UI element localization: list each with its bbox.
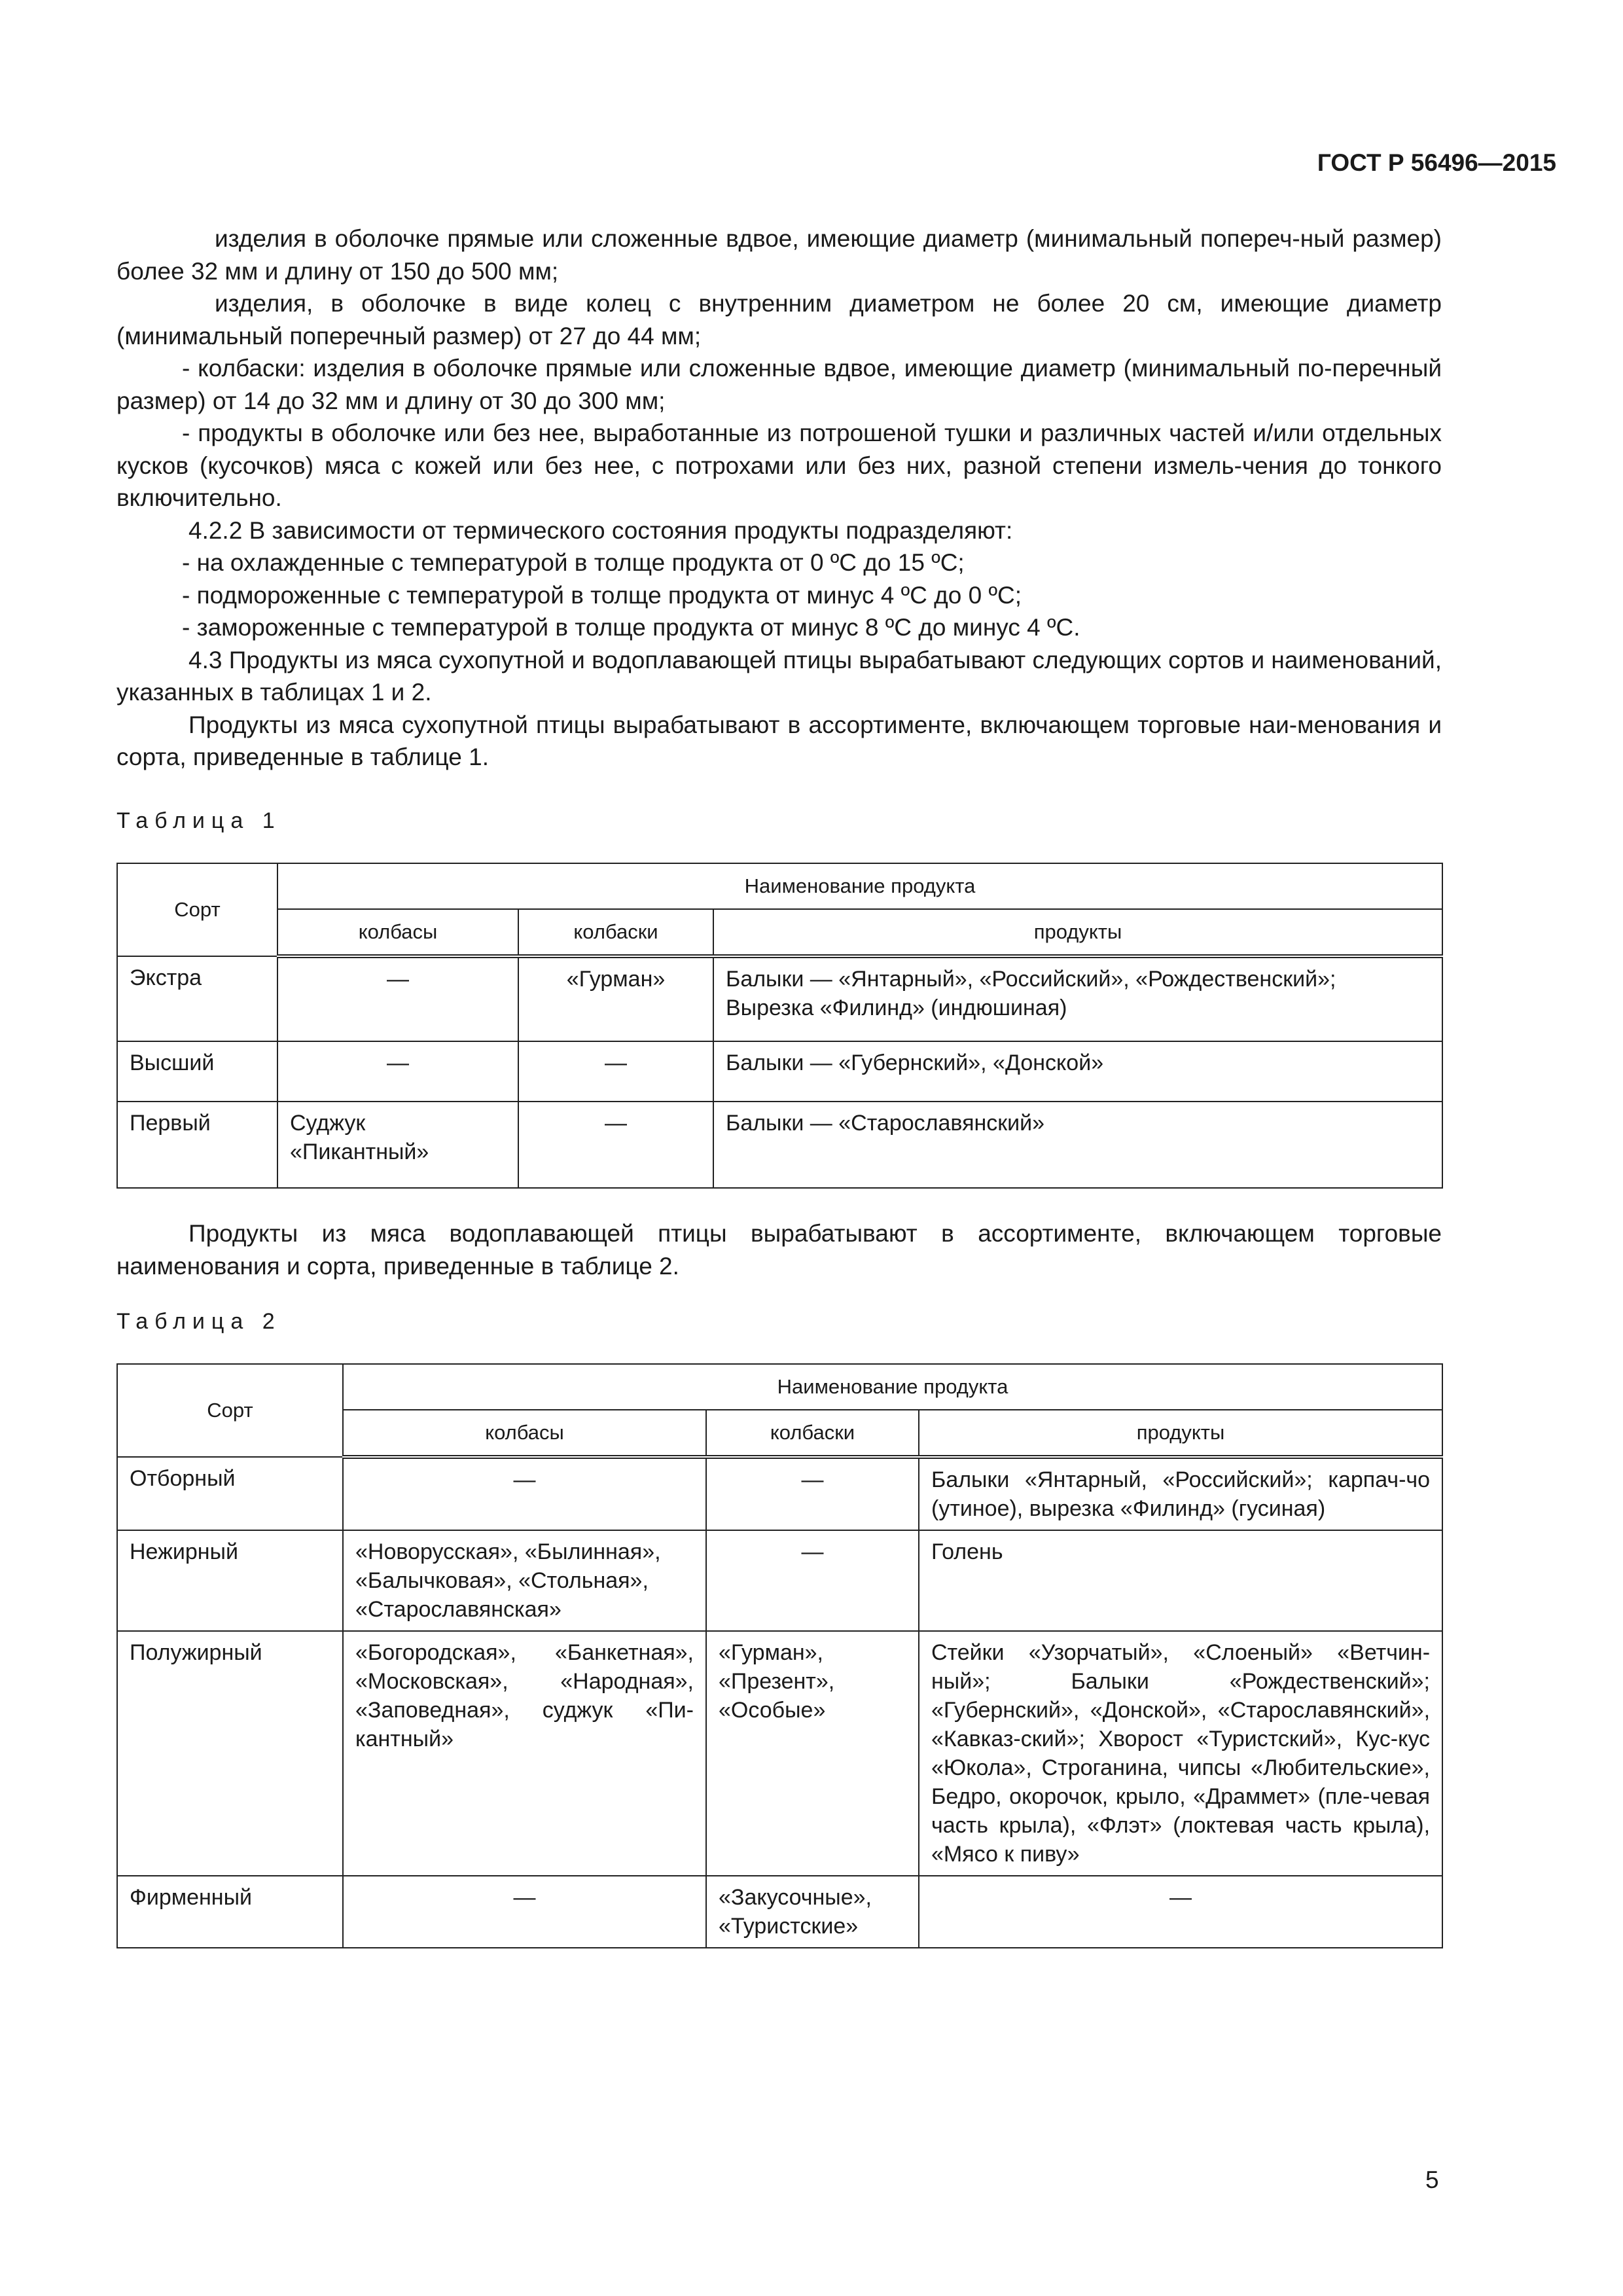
header-produkty: продукты (919, 1410, 1442, 1457)
page-number: 5 (1425, 2166, 1439, 2193)
table-2-caption: Таблица 2 (116, 1309, 281, 1334)
cell-produkty: Балыки — «Старославянский» (713, 1102, 1442, 1188)
header-kolbasy: колбасы (343, 1410, 706, 1457)
cell-kolbaski: — (518, 1041, 713, 1102)
header-name-group: Наименование продукта (277, 863, 1442, 909)
cell-sort: Высший (117, 1041, 277, 1102)
table-row (117, 1457, 1442, 1530)
table-1 (116, 863, 1443, 1189)
cell-produkty: Балыки — «Губернский», «Донской» (713, 1041, 1442, 1102)
paragraph: - замороженные с температурой в толще продукта от минус 8 ºС до минус 4 ºС. (182, 614, 1080, 641)
table-2 (116, 1363, 1443, 1948)
cell-kolbasy: — (343, 1876, 706, 1948)
cell-sort: Экстра (117, 956, 277, 1041)
cell-kolbaski: — (518, 1102, 713, 1188)
table-row (117, 1631, 1442, 1876)
cell-kolbaski: «Гурман» (518, 956, 713, 1041)
cell-sort: Первый (117, 1102, 277, 1188)
cell-produkty: Балыки «Янтарный, «Российский»; карпач-чо (утиное), вырезка «Филинд» (гусиная) (919, 1457, 1442, 1530)
body-text (116, 223, 1442, 774)
table-row (117, 1102, 1442, 1188)
table-1-caption: Таблица 1 (116, 808, 281, 833)
cell-produkty: Стейки «Узорчатый», «Слоеный» «Ветчин-ный»; Балыки «Рождественский»; «Губернский», «Донской», «Старославянский», «Кавказ-ский»; Хворост «Туристский», Кус-кус «Юкола», Строганина, чипсы «Любительские», Бедро, окорочок, крыло, «Драммет» (пле-чевая часть крыла), «Флэт» (локтевая часть крыла), «Мясо к пиву» (919, 1631, 1442, 1876)
cell-produkty: Балыки — «Янтарный», «Российский», «Рождественский»; Вырезка «Филинд» (индюшиная) (713, 956, 1442, 1041)
cell-sort: Полужирный (117, 1631, 343, 1876)
paragraph: - колбаски: изделия в оболочке прямые или сложенные вдвое, имеющие диаметр (минимальный по-перечный размер) от 14 до 32 мм и длину от 30 до 300 мм; (116, 355, 1442, 414)
cell-kolbaski: — (706, 1530, 919, 1631)
header-sort: Сорт (117, 863, 277, 956)
cell-kolbasy: «Новорусская», «Былинная», «Балычковая», «Стольная», «Старославянская» (343, 1530, 706, 1631)
header-kolbaski: колбаски (518, 909, 713, 956)
paragraph: - подмороженные с температурой в толще продукта от минус 4 ºС до 0 ºС; (182, 581, 1022, 609)
cell-kolbaski: — (706, 1457, 919, 1530)
header-kolbaski: колбаски (706, 1410, 919, 1457)
table-row (117, 1876, 1442, 1948)
cell-kolbasy: Суджук «Пикантный» (277, 1102, 518, 1188)
cell-produkty: — (919, 1876, 1442, 1948)
cell-kolbasy: «Богородская», «Банкетная», «Московская», «Народная», «Заповедная», суджук «Пи-кантный» (343, 1631, 706, 1876)
header-produkty: продукты (713, 909, 1442, 956)
paragraph: Продукты из мяса водоплавающей птицы вырабатывают в ассортименте, включающем торговые наименования и сорта, приведенные в таблице 2. (116, 1220, 1442, 1280)
cell-kolbaski: «Закусочные», «Туристские» (706, 1876, 919, 1948)
paragraph: - на охлажденные с температурой в толще продукта от 0 ºС до 15 ºС; (182, 549, 965, 576)
header-kolbasy: колбасы (277, 909, 518, 956)
paragraph: 4.2.2 В зависимости от термического состояния продукты подразделяют: (188, 516, 1013, 544)
paragraph-between-tables (116, 1217, 1442, 1282)
header-sort: Сорт (117, 1364, 343, 1457)
cell-sort: Нежирный (117, 1530, 343, 1631)
paragraph: изделия, в оболочке в виде колец с внутренним диаметром не более 20 см, имеющие диаметр (минимальный поперечный размер) от 27 до 44 мм; (116, 290, 1442, 350)
document-code: ГОСТ Р 56496—2015 (1317, 149, 1556, 176)
cell-produkty: Голень (919, 1530, 1442, 1631)
cell-sort: Фирменный (117, 1876, 343, 1948)
cell-kolbaski: «Гурман», «Презент», «Особые» (706, 1631, 919, 1876)
paragraph: изделия в оболочке прямые или сложенные вдвое, имеющие диаметр (минимальный попереч-ный размер) более 32 мм и длину от 150 до 500 мм; (116, 225, 1442, 285)
paragraph: - продукты в оболочке или без нее, выработанные из потрошеной тушки и различных частей и/или отдельных кусков (кусочков) мяса с кожей или без нее, с потрохами или без них, разной степени измель-чения до тонкого включительно. (116, 420, 1442, 511)
cell-kolbasy: — (277, 956, 518, 1041)
paragraph: Продукты из мяса сухопутной птицы вырабатывают в ассортименте, включающем торговые наи-менования и сорта, приведенные в таблице 1. (116, 711, 1442, 770)
table-row (117, 956, 1442, 1041)
table-row (117, 1041, 1442, 1102)
cell-sort: Отборный (117, 1457, 343, 1530)
table-row (117, 1530, 1442, 1631)
cell-kolbasy: — (343, 1457, 706, 1530)
paragraph: 4.3 Продукты из мяса сухопутной и водоплавающей птицы вырабатывают следующих сортов и наименований, указанных в таблицах 1 и 2. (116, 646, 1442, 706)
cell-kolbasy: — (277, 1041, 518, 1102)
header-name-group: Наименование продукта (343, 1364, 1442, 1410)
